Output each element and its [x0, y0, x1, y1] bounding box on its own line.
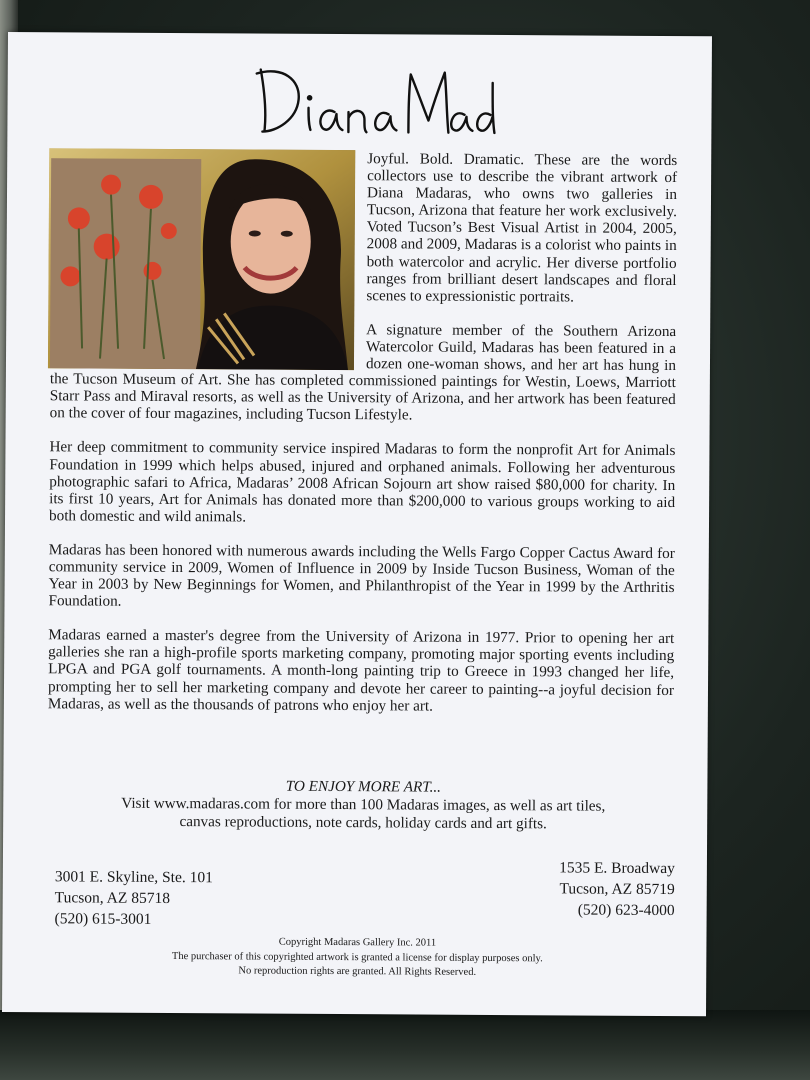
address-street: 3001 E. Skyline, Ste. 101 [54, 868, 213, 887]
paragraph-awards: Madaras has been honored with numerous awards including the Wells Fargo Copper Cactus Award for community service in 2009, Women of Influence in 2009 by Inside Tucson Business, Woman of the Year in 2003 by New Beginnings for Women, and Philanthropist of the Year in 1999 by the Arthritis Foundation. [48, 541, 675, 610]
address-street: 1535 E. Broadway [559, 859, 675, 878]
more-art-line-1: Visit www.madaras.com for more than 100 Madaras images, as well as art tiles, [121, 794, 606, 815]
paragraph-education-career: Madaras earned a master's degree from the University of Arizona in 1977. Prior to opening her art galleries she ran a high-profile sports marketing company, promoting major sporting events including LPGA and PGA golf tournaments. A month-long painting trip to Greece in 1993 changed her life, prompting her to sell her marketing company and devote her career to painting--a joyful decision for Madaras, as well as the thousands of patrons who enjoy her art. [47, 626, 675, 715]
address-phone: (520) 615-3001 [54, 910, 152, 928]
more-art-section [63, 776, 663, 834]
paragraph-guild: A signature member of the Southern Arizona Watercolor Guild, Madaras has been featured in a dozen one-woman shows, and her art has hung in the Tucson Museum of Art. She has completed commissioned paintings for Westin, Loews, Marriott Starr Pass and Miraval resorts, as well as the University of Arizona, and her artwork has been featured on the cover of four magazines, including Tucson Lifestyle. [49, 321, 677, 424]
address-phone: (520) 623-4000 [577, 901, 675, 920]
copyright-line-3: No reproduction rights are granted. All Rights Reserved. [238, 965, 477, 978]
background-table [0, 1010, 810, 1080]
copyright-line-2: The purchaser of this copyrighted artwork is granted a license for display purposes only. [171, 950, 543, 964]
bio-text [48, 148, 678, 733]
gallery-address-skyline [55, 866, 213, 930]
intro-paragraph: Joyful. Bold. Dramatic. These are the words collectors use to describe the vibrant artwork of Diana Madaras, who owns two galleries in Tucson, Arizona that feature her work exclusively. Voted Tucson’s Best Visual Artist in 2004, 2005, 2008 and 2009, Madaras is a colorist who paints in both watercolor and acrylic. Her diverse portfolio ranges from brilliant desert landscapes and floral scenes to expressionistic portraits. [366, 150, 678, 306]
copyright-notice [122, 935, 592, 981]
paragraph-community-service: Her deep commitment to community service inspired Madaras to form the nonprofit Art for Animals Foundation in 1999 which helps abused, injured and orphaned animals. Following her adventurous photographic safari to Africa, Madaras’ 2008 African Sojourn art show raised $80,000 for charity. In its first 10 years, Art for Animals has donated more than $200,000 to various groups working to aid both domestic and wild animals. [48, 438, 676, 526]
signature-title [242, 61, 512, 143]
address-city: Tucson, AZ 85719 [559, 880, 675, 899]
more-art-heading: TO ENJOY MORE ART... [285, 777, 442, 796]
photo-spacer [50, 148, 367, 372]
copyright-line-1: Copyright Madaras Gallery Inc. 2011 [278, 936, 437, 949]
more-art-line-2: canvas reproductions, note cards, holiday cards and art gifts. [179, 813, 547, 833]
bio-sheet [2, 32, 712, 1016]
address-city: Tucson, AZ 85718 [54, 889, 171, 908]
gallery-address-broadway [503, 857, 675, 921]
